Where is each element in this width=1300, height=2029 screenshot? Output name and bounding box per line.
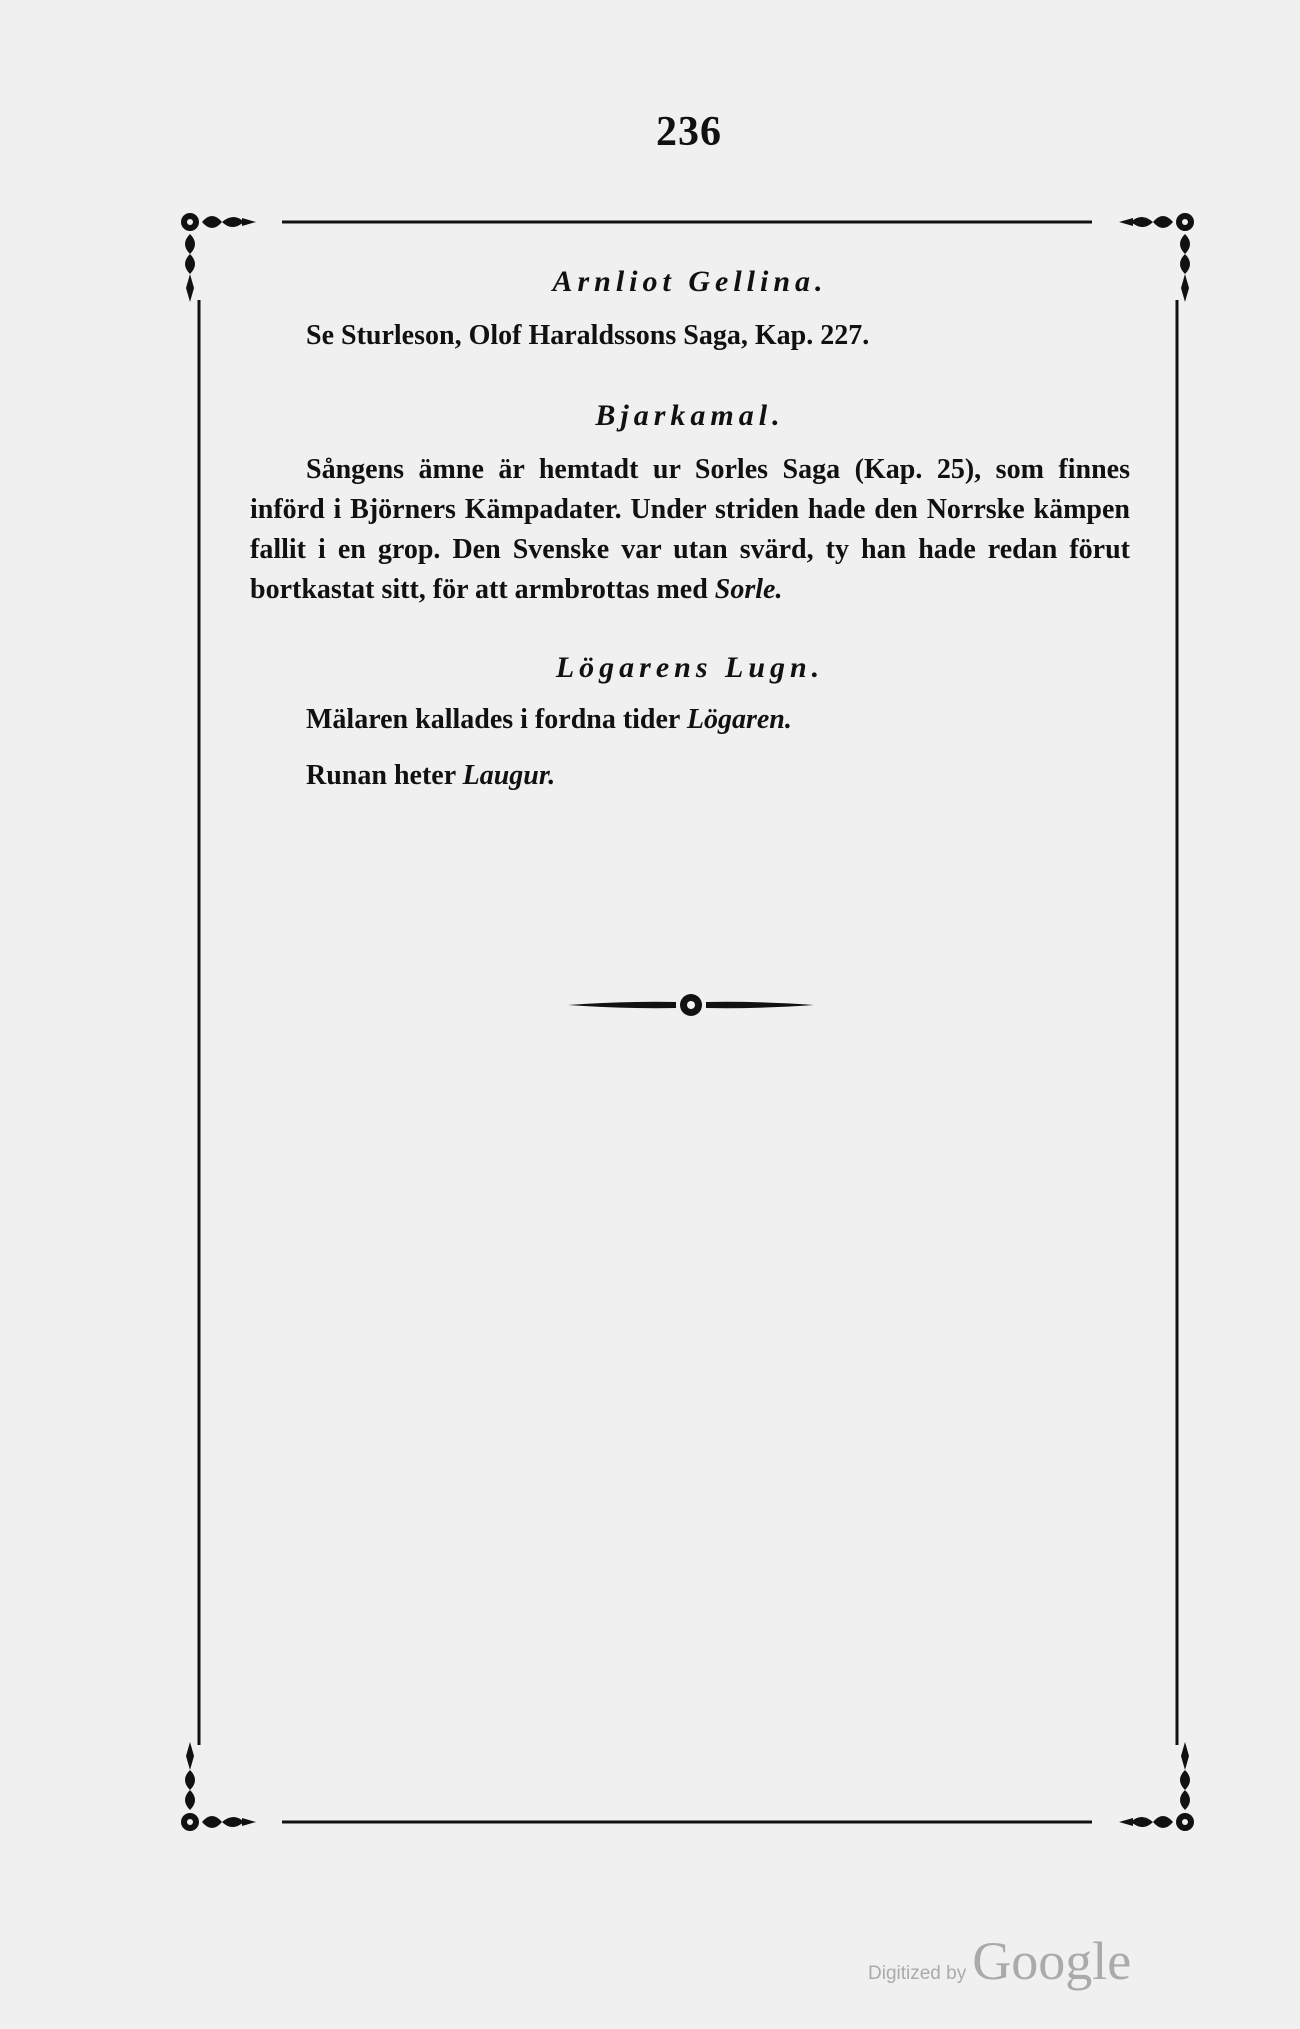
google-watermark: [868, 1930, 1132, 1991]
section-heading-bjarkamal: Bjarkamal.: [595, 399, 785, 432]
section-text-bjarkamal: [250, 450, 1130, 610]
divider-ornament-svg: [566, 990, 816, 1020]
bjarkamal-body: Sångens ämne är hemtadt ur Sorles Saga (Kap. 25), som finnes införd i Björners Kämpadater. Under striden hade den Norrske kämpen fallit i en grop. Den Svenske var utan svärd, ty han hade redan förut bortkastat sitt, för att armbrottas med: [250, 454, 1130, 605]
corner-ornament-bottom-right: [1119, 1742, 1194, 1831]
digitized-by-label: Digitized by: [868, 1963, 967, 1984]
corner-ornament-bottom-left: [181, 1742, 256, 1831]
page-number: 236: [656, 109, 722, 155]
section-text-arnliot: Se Sturleson, Olof Haraldssons Saga, Kap. 227.: [306, 320, 870, 351]
malaren-italic: Lögaren.: [686, 704, 792, 735]
section-line-runan: [250, 756, 1130, 796]
section-heading-arnliot: Arnliot Gellina.: [552, 265, 828, 298]
bjarkamal-italic-tail: Sorle.: [714, 574, 783, 605]
corner-ornament-top-right: [1119, 213, 1194, 302]
malaren-text: Mälaren kallades i fordna tider: [306, 704, 680, 735]
section-line-malaren: [250, 700, 1130, 740]
runan-italic: Laugur.: [462, 760, 556, 791]
corner-ornament-top-left: [181, 213, 256, 302]
section-heading-logarens: Lögarens Lugn.: [555, 651, 825, 684]
page-content: [250, 262, 1130, 796]
runan-text: Runan heter: [306, 760, 456, 791]
divider-ornament: [566, 990, 816, 1024]
google-logo: Google: [972, 1931, 1132, 1991]
